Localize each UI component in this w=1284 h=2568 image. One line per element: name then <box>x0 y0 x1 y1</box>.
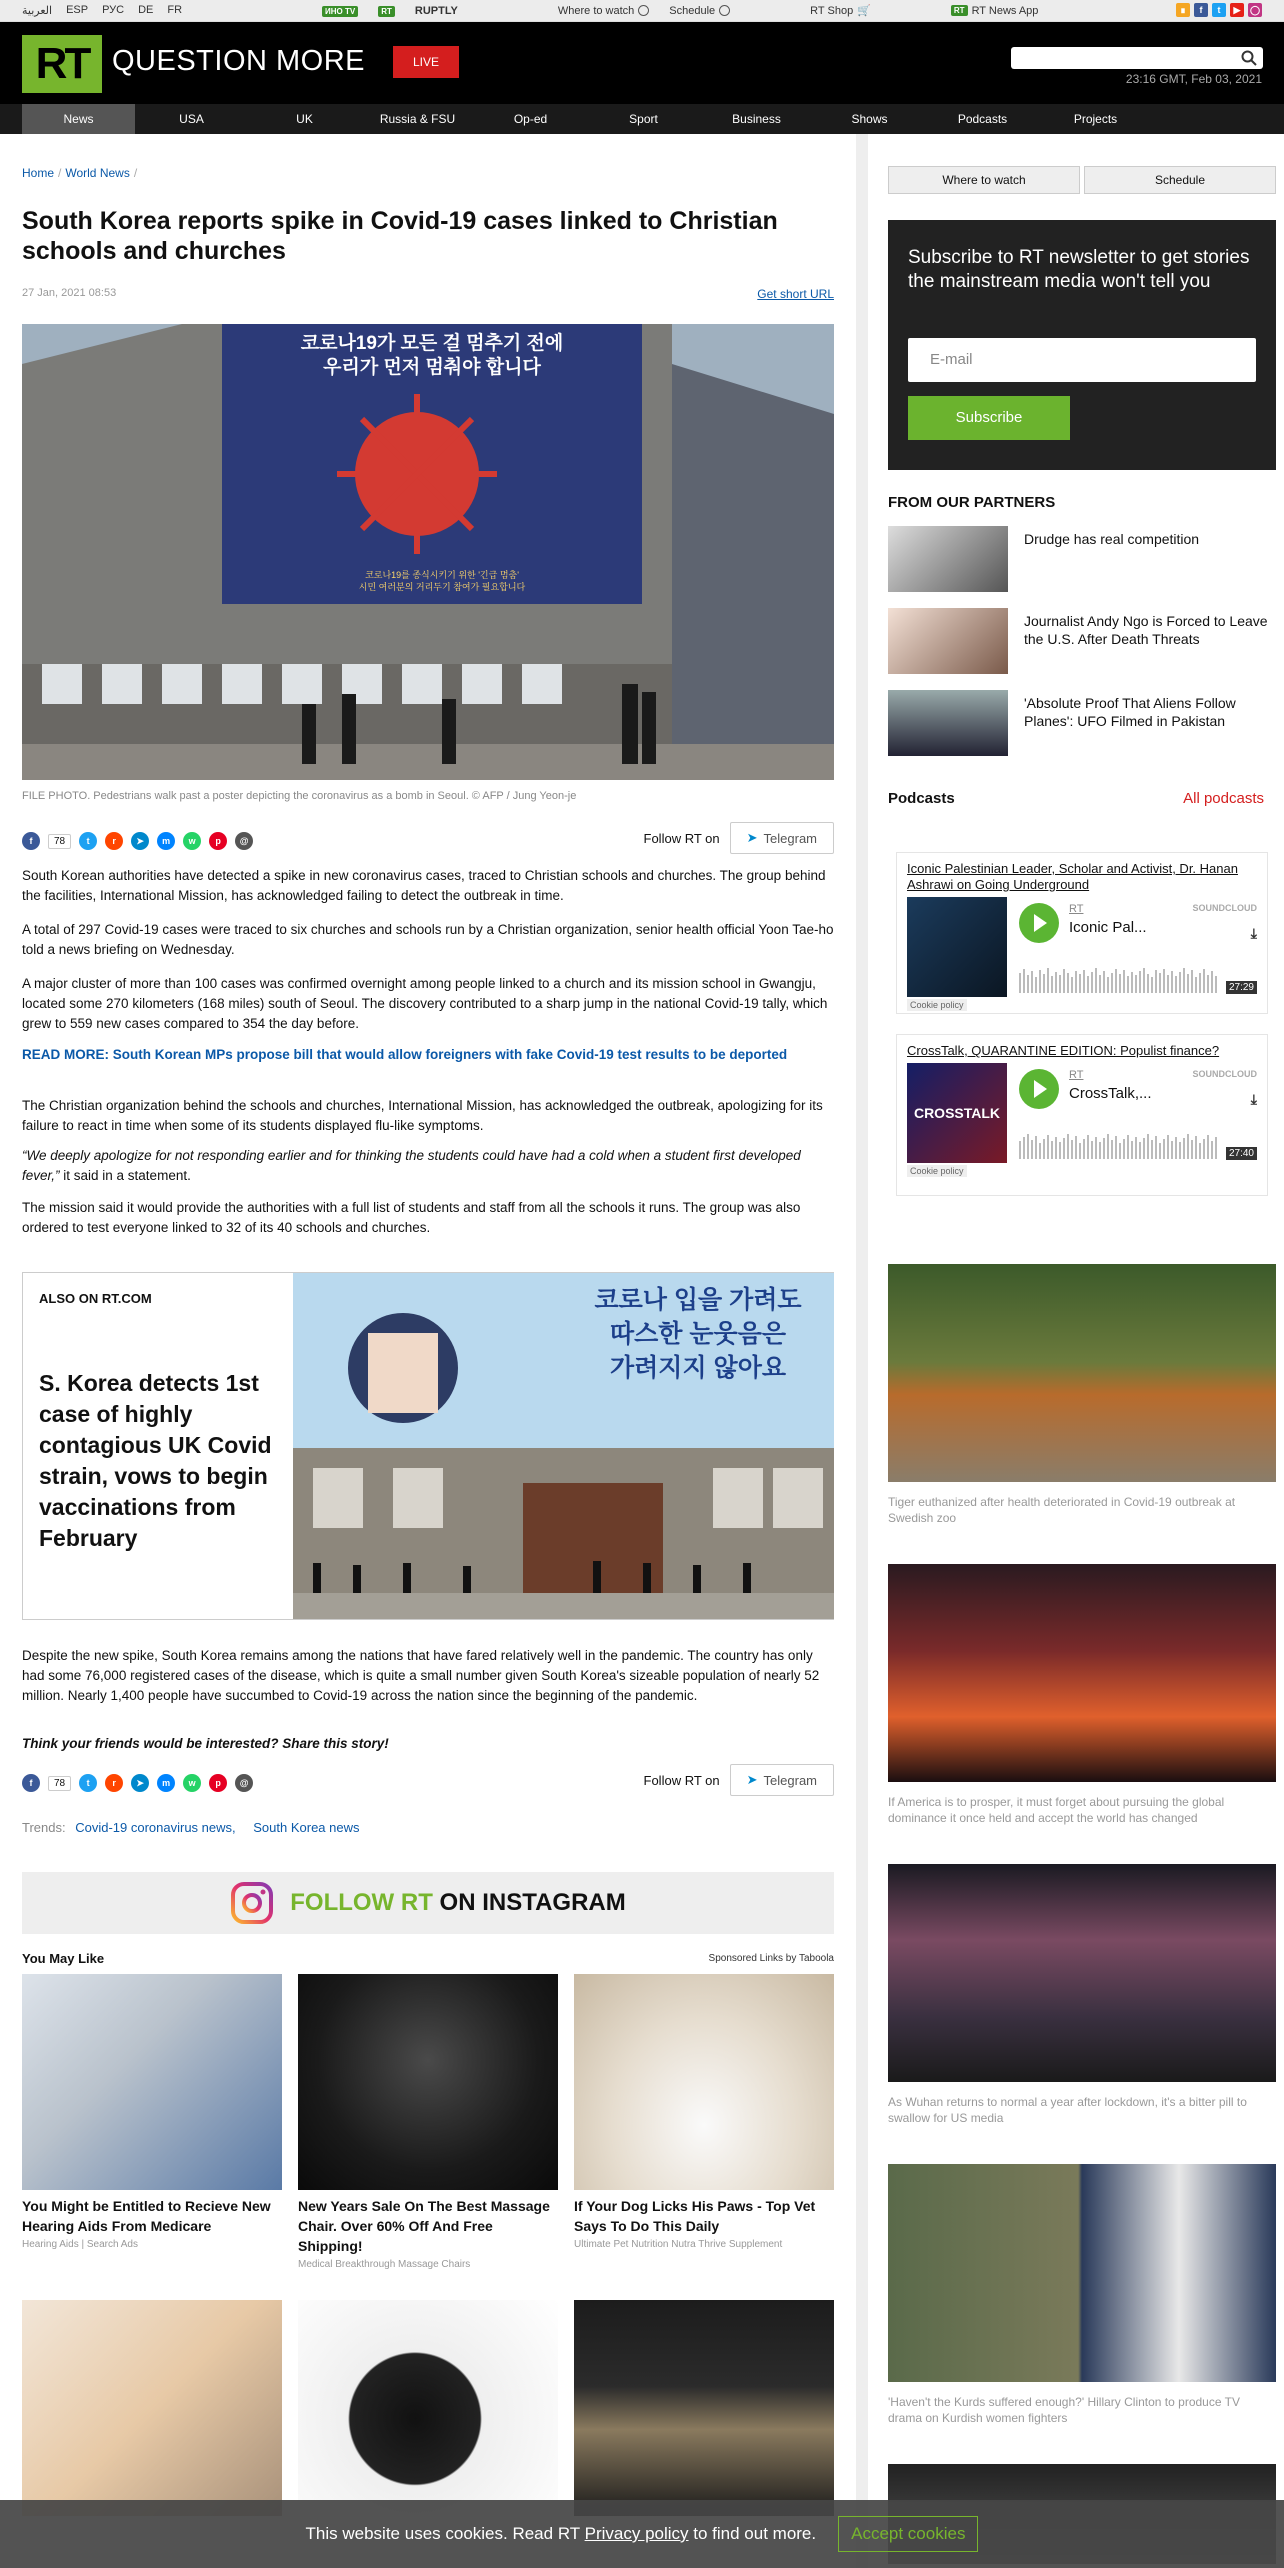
also-image <box>293 1273 834 1619</box>
rt-doc-logo[interactable]: RT <box>378 5 395 17</box>
breadcrumb-home[interactable]: Home <box>22 166 55 180</box>
nav-russia[interactable]: Russia & FSU <box>379 112 456 126</box>
inotv-logo[interactable]: ИНО TV <box>322 5 358 17</box>
hero-banner-small-text: 코로나19를 종식시키기 위한 '긴급 멈춤' 시민 여러분의 거리두기 참여가 필요합니다 <box>358 570 526 592</box>
short-url-link[interactable]: Get short URL <box>757 287 834 301</box>
paragraph: A major cluster of more than 100 cases was confirmed overnight among people linked to a church and its mission school in Gwangju, located some 270 kilometers (168 miles) south of Seoul. The discovery contributed to a sharp jump in the national Covid-19 tally, which grew to 559 new cases compared to 354 the day before. <box>22 976 828 1031</box>
breadcrumb-world-news[interactable]: World News <box>65 166 130 180</box>
newsletter-text: Subscribe to RT newsletter to get stories the mainstream media won't tell you <box>908 247 1250 292</box>
reddit-share-icon[interactable]: r <box>105 832 123 850</box>
podcast-title[interactable]: CrossTalk, QUARANTINE EDITION: Populist finance? <box>907 1043 1220 1058</box>
card-image <box>298 2300 558 2516</box>
search-icon[interactable] <box>1241 50 1257 66</box>
rt-shop-link[interactable]: RT Shop 🛒 <box>810 4 871 17</box>
nav-op-ed[interactable]: Op-ed <box>513 112 548 126</box>
trend-link-covid[interactable]: Covid-19 coronavirus news, <box>75 1820 236 1835</box>
play-button[interactable] <box>1019 903 1059 943</box>
sponsored-card[interactable]: New Years Sale On The Best Massage Chair. Over 60% Off And Free Shipping! Medical Breakthrough Massage Chairs <box>298 1974 558 2270</box>
podcast-thumb: CROSSTALK <box>907 1063 1007 1163</box>
partner-item[interactable]: Drudge has real competition <box>888 526 1276 592</box>
podcast-thumb <box>907 897 1007 997</box>
breadcrumb: Home / World News / <box>22 166 138 180</box>
quote-paragraph: “We deeply apologize for not responding earlier and for thinking the students could have had a cold when a student first developed fever,” it said in a statement. <box>22 1148 801 1183</box>
podcast-duration: 27:40 <box>1226 1147 1257 1160</box>
follow-rt <box>644 822 834 854</box>
partner-item[interactable]: Journalist Andy Ngo is Forced to Leave the U.S. After Death Threats <box>888 608 1276 674</box>
sponsored-card[interactable] <box>574 2300 834 2516</box>
main-nav <box>0 104 1284 134</box>
subscribe-button[interactable]: Subscribe <box>908 396 1070 440</box>
facebook-share-icon[interactable]: f <box>22 832 40 850</box>
nav-business[interactable]: Business <box>732 112 781 126</box>
waveform[interactable] <box>1019 965 1259 993</box>
podcast-title[interactable]: Iconic Palestinian Leader, Scholar and Activist, Dr. Hanan Ashrawi on Going Underground <box>907 861 1238 892</box>
telegram-icon: ➤ <box>746 830 758 845</box>
sponsored-card[interactable] <box>22 2300 282 2516</box>
partner-thumb <box>888 608 1008 674</box>
network-links <box>322 4 1038 17</box>
play-circle-icon <box>638 5 649 16</box>
card-image <box>22 1974 282 2190</box>
hero-banner-text: 코로나19가 모든 걸 멈추기 전에 우리가 먼저 멈춰야 합니다 <box>300 333 564 378</box>
datetime: 23:16 GMT, Feb 03, 2021 <box>1125 72 1262 86</box>
paragraph: Despite the new spike, South Korea remains among the nations that have fared relatively well in the pandemic. The country has only had some 76,000 registered cases of the disease, which is quite a small number given South Korea's sizeable population of nearly 52 million. Nearly 1,400 people have succumbed to Covid-19 across the nation since the beginning of the pandemic. <box>22 1648 820 1703</box>
pinterest-share-icon[interactable]: p <box>209 832 227 850</box>
card-image <box>298 1974 558 2190</box>
card-image <box>574 2300 834 2516</box>
follow-instagram-banner[interactable]: FOLLOW RT ON INSTAGRAM <box>22 1872 834 1934</box>
schedule-link[interactable]: Schedule <box>669 5 730 17</box>
also-title[interactable]: S. Korea detects 1st case of highly contagious UK Covid strain, vows to begin vaccinations from February <box>39 1370 272 1551</box>
soundcloud-icon: SOUNDCLOUD <box>1192 903 1257 913</box>
read-more-link[interactable]: READ MORE: South Korean MPs propose bill that would allow foreigners with fake Covid-19 test results to be deported <box>22 1047 788 1062</box>
paragraph: The mission said it would provide the authorities with a full list of students and staff from all the schools it runs. The group was also ordered to test everyone linked to 32 of its 40 schools and churches. <box>22 1200 801 1235</box>
partners-heading: FROM OUR PARTNERS <box>888 494 1056 511</box>
partner-item[interactable]: 'Absolute Proof That Aliens Follow Planes': UFO Filmed in Pakistan <box>888 690 1276 756</box>
podcasts-heading: Podcasts <box>888 790 955 807</box>
also-banner-text: 코로나 입을 가려도 따스한 눈웃음은 가려지지 않아요 <box>594 1286 802 1382</box>
social-icons <box>1176 3 1262 17</box>
story-image <box>888 2164 1276 2382</box>
nav-podcasts[interactable]: Podcasts <box>957 112 1008 126</box>
cart-icon: 🛒 <box>857 5 871 17</box>
nav-projects[interactable]: Projects <box>1073 112 1118 126</box>
share-count: 78 <box>48 1776 71 1791</box>
play-button[interactable] <box>1019 1069 1059 1109</box>
city-hall-photo <box>22 324 834 780</box>
ruptly-link[interactable]: RUPTLY <box>414 4 458 17</box>
nav-sport[interactable]: Sport <box>629 112 658 126</box>
lang-fr[interactable]: FR <box>167 4 183 16</box>
hero-image <box>22 324 834 780</box>
sponsored-card[interactable] <box>298 2300 558 2516</box>
article-title: South Korea reports spike in Covid-19 cases linked to Christian schools and churches <box>22 207 778 265</box>
messenger-share-icon[interactable]: m <box>157 1774 175 1792</box>
podcast-player: Iconic Palestinian Leader, Scholar and Activist, Dr. Hanan Ashrawi on Going Underground RT Iconic Pal... SOUNDCLOUD ⤓ 27:29 Cookie policy <box>896 852 1268 1014</box>
also-label: ALSO ON RT.COM <box>39 1291 152 1306</box>
top-bar <box>0 0 1284 22</box>
sidebar <box>856 134 1284 2568</box>
telegram-follow-button[interactable]: ➤ Telegram <box>730 1764 834 1796</box>
follow-label: Follow RT on <box>643 1772 720 1788</box>
telegram-share-icon[interactable]: ➤ <box>131 1774 149 1792</box>
whatsapp-share-icon[interactable]: w <box>183 1774 201 1792</box>
article-date: 27 Jan, 2021 08:53 <box>22 287 117 299</box>
telegram-share-icon[interactable]: ➤ <box>131 832 149 850</box>
partner-thumb <box>888 526 1008 592</box>
twitter-share-icon[interactable]: t <box>79 1774 97 1792</box>
waveform[interactable] <box>1019 1131 1259 1159</box>
rss-icon[interactable]: ∎ <box>1176 3 1190 17</box>
sidebar-story[interactable]: Tiger euthanized after health deteriorated in Covid-19 outbreak at Swedish zoo <box>888 1264 1276 1526</box>
cookie-text: This website uses cookies. Read RT Privacy policy to find out more. <box>305 2524 817 2543</box>
follow-label: Follow RT on <box>643 830 720 846</box>
sponsored-label[interactable]: Sponsored Links by Taboola <box>708 1953 834 1964</box>
nav-uk[interactable]: UK <box>296 112 313 126</box>
youtube-icon[interactable]: ▶ <box>1230 3 1244 17</box>
story-image <box>888 1864 1276 2082</box>
partner-thumb <box>888 690 1008 756</box>
paragraph: South Korean authorities have detected a spike in new coronavirus cases, traced to Christian schools and churches. The group behind the facilities, International Mission, has acknowledged failing to detect the outbreak in time. <box>22 868 826 903</box>
newsletter-box <box>888 220 1276 470</box>
lang-de[interactable]: DE <box>138 4 154 16</box>
reddit-share-icon[interactable]: r <box>105 1774 123 1792</box>
site-header <box>0 22 1284 104</box>
paragraph: The Christian organization behind the schools and churches, International Mission, has acknowledged the outbreak, apologizing for its failure to react in time when some of its students displayed flu-like symptoms. <box>22 1098 823 1133</box>
email-share-icon[interactable]: @ <box>235 832 253 850</box>
privacy-policy-link[interactable]: Privacy policy <box>584 2524 689 2543</box>
instagram-logo-icon <box>230 1881 274 1925</box>
podcast-duration: 27:29 <box>1226 981 1257 994</box>
sponsored-card[interactable]: If Your Dog Licks His Paws - Top Vet Says To Do This Daily Ultimate Pet Nutrition Nutra Thrive Supplement <box>574 1974 834 2250</box>
accept-cookies-button[interactable]: Accept cookies <box>838 2516 978 2552</box>
sidebar-story[interactable]: As Wuhan returns to normal a year after lockdown, it's a bitter pill to swallow for US media <box>888 1864 1276 2126</box>
nav-news[interactable]: News <box>22 104 135 134</box>
language-links <box>22 4 182 17</box>
story-image <box>888 1264 1276 1482</box>
where-to-watch-link[interactable]: Where to watch <box>558 5 649 17</box>
share-bar <box>22 826 253 856</box>
download-icon[interactable]: ⤓ <box>1250 1091 1257 1107</box>
clock-icon <box>719 5 730 16</box>
trends: Trends: Covid-19 coronavirus news, South Korea news <box>22 1820 360 1835</box>
pinterest-share-icon[interactable]: p <box>209 1774 227 1792</box>
follow-rt-bottom <box>644 1764 834 1796</box>
live-button[interactable]: LIVE <box>393 46 459 78</box>
schedule-button[interactable]: Schedule <box>1084 166 1276 194</box>
soundcloud-icon: SOUNDCLOUD <box>1192 1069 1257 1079</box>
instagram-icon[interactable]: ◯ <box>1249 5 1261 15</box>
also-on-rt-card[interactable] <box>22 1272 834 1620</box>
whatsapp-share-icon[interactable]: w <box>183 832 201 850</box>
trend-link-south-korea[interactable]: South Korea news <box>253 1820 360 1835</box>
search-input[interactable] <box>1011 47 1263 69</box>
cookie-policy-link[interactable]: Cookie policy <box>907 999 967 1011</box>
messenger-share-icon[interactable]: m <box>157 832 175 850</box>
share-prompt: Think your friends would be interested? Share this story! <box>22 1736 389 1751</box>
cookie-banner <box>0 2500 1284 2568</box>
twitter-icon[interactable]: t <box>1212 3 1226 17</box>
telegram-icon: ➤ <box>746 1772 758 1787</box>
telegram-follow-button[interactable]: ➤ Telegram <box>730 822 834 854</box>
rt-logo[interactable]: RT <box>22 35 102 93</box>
cookie-policy-link[interactable]: Cookie policy <box>907 1165 967 1177</box>
lang-esp[interactable]: ESP <box>66 4 89 16</box>
card-image <box>22 2300 282 2516</box>
sponsored-card[interactable]: You Might be Entitled to Recieve New Hearing Aids From Medicare Hearing Aids | Search Ads <box>22 1974 282 2250</box>
share-count: 78 <box>48 834 71 849</box>
share-bar-bottom <box>22 1768 253 1798</box>
email-field[interactable]: E-mail <box>908 338 1256 382</box>
facebook-share-icon[interactable]: f <box>22 1774 40 1792</box>
lang-rus[interactable]: РУС <box>102 4 125 16</box>
sidebar-story[interactable]: If America is to prosper, it must forget about pursuing the global dominance it once held and accept the world has changed <box>888 1564 1276 1826</box>
download-icon[interactable]: ⤓ <box>1250 925 1257 941</box>
tagline: QUESTION MORE <box>112 45 366 77</box>
paragraph: A total of 297 Covid-19 cases were traced to six churches and schools run by a Christian organization, senior health official Yoon Tae-ho told a news briefing on Wednesday. <box>22 922 834 957</box>
image-caption: FILE PHOTO. Pedestrians walk past a poster depicting the coronavirus as a bomb in Seoul. © AFP / Jung Yeon-je <box>22 790 577 802</box>
lang-arabic[interactable]: العربية <box>22 5 53 17</box>
rt-news-app-link[interactable]: RT RT News App <box>951 5 1039 17</box>
podcast-player: CrossTalk, QUARANTINE EDITION: Populist finance? CROSSTALK RT CrossTalk,... SOUNDCLOUD ⤓ 27:40 Cookie policy <box>896 1034 1268 1196</box>
facebook-icon[interactable]: f <box>1194 3 1208 17</box>
sidebar-story[interactable]: 'Haven't the Kurds suffered enough?' Hillary Clinton to produce TV drama on Kurdish women fighters <box>888 2164 1276 2426</box>
story-image <box>888 1564 1276 1782</box>
nav-usa[interactable]: USA <box>179 112 204 126</box>
nav-shows[interactable]: Shows <box>851 112 888 126</box>
twitter-share-icon[interactable]: t <box>79 832 97 850</box>
email-share-icon[interactable]: @ <box>235 1774 253 1792</box>
where-to-watch-button[interactable]: Where to watch <box>888 166 1080 194</box>
all-podcasts-link[interactable]: All podcasts <box>1183 790 1264 807</box>
card-image <box>574 1974 834 2190</box>
you-may-like-heading: You May Like <box>22 1951 105 1966</box>
